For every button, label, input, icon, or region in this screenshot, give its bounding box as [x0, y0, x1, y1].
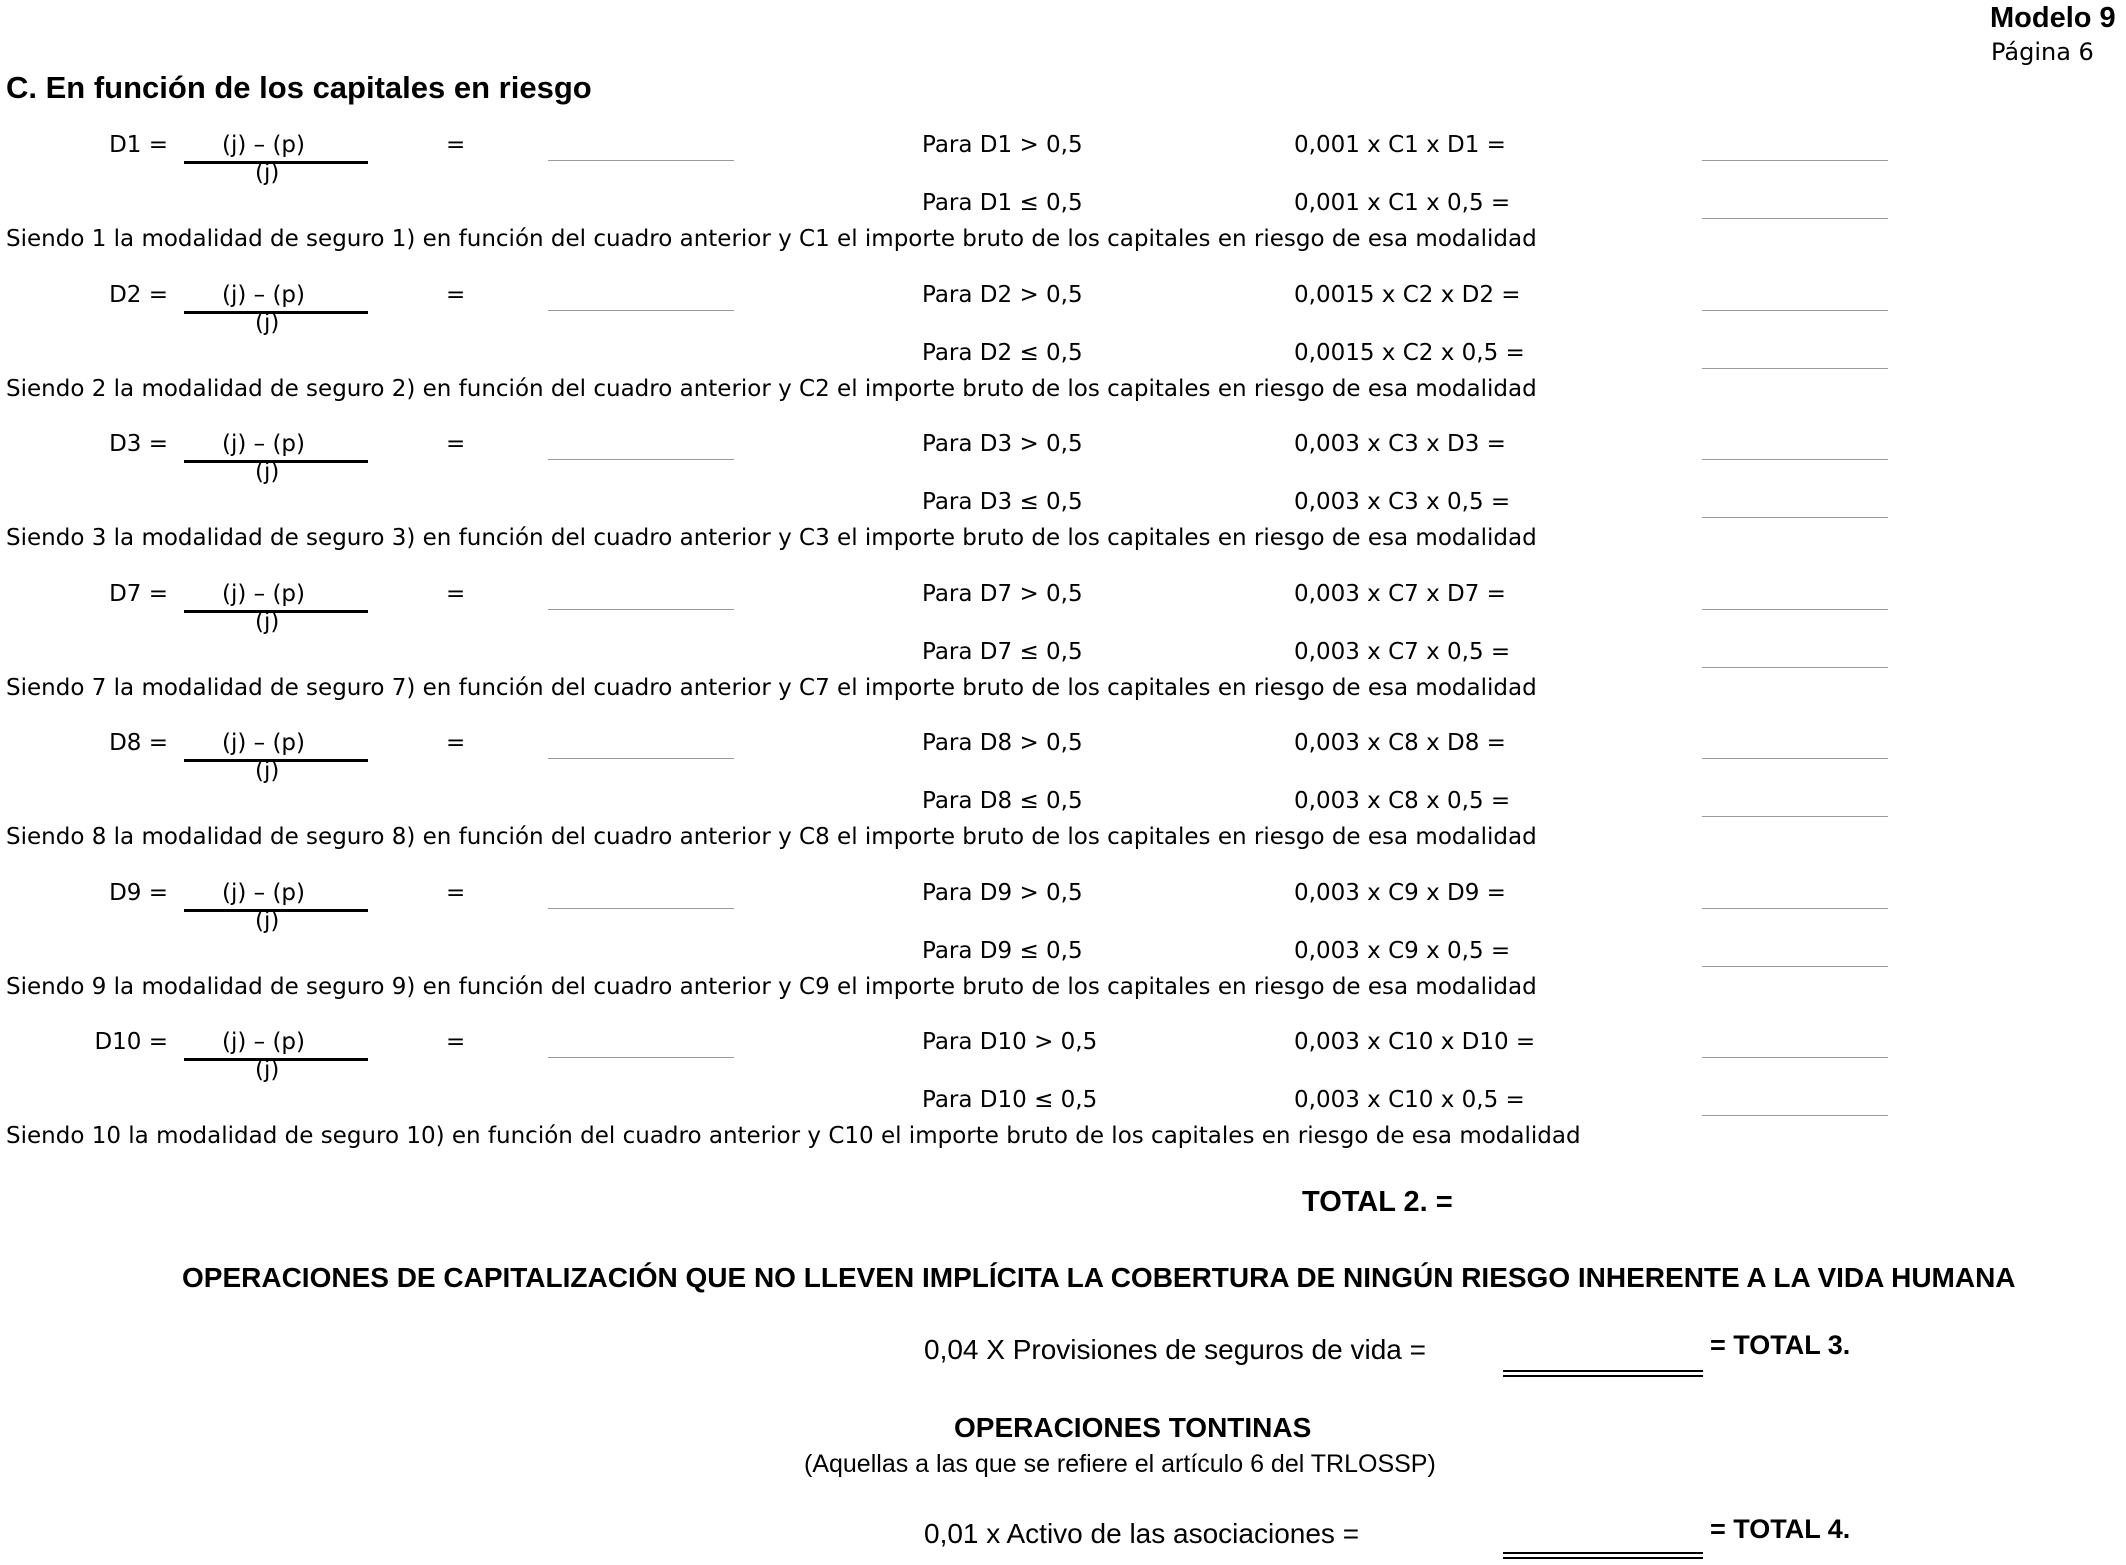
result-greater-field[interactable]: [1702, 1057, 1888, 1058]
result-less-equal-field[interactable]: [1702, 218, 1888, 219]
result-greater-field[interactable]: [1702, 758, 1888, 759]
equals-sign: =: [446, 730, 466, 756]
assets-formula: 0,01 x Activo de las asociaciones =: [924, 1518, 1360, 1549]
formula-greater: 0,003 x C10 x D10 =: [1294, 1029, 1536, 1055]
model-title: Modelo 9: [1990, 2, 2116, 34]
total-4-label: = TOTAL 4.: [1710, 1514, 1851, 1544]
section-title: C. En función de los capitales en riesgo: [6, 70, 592, 105]
block-note: Siendo 10 la modalidad de seguro 10) en función del cuadro anterior y C10 el importe bruto de los capitales en riesgo de esa modalidad: [6, 1123, 1581, 1149]
ratio-blank-field[interactable]: [548, 160, 734, 161]
result-greater-field[interactable]: [1702, 609, 1888, 610]
ratio-blank-field[interactable]: [548, 459, 734, 460]
ratio-blank-field[interactable]: [548, 1057, 734, 1058]
result-greater-field[interactable]: [1702, 310, 1888, 311]
block-note: Siendo 3 la modalidad de seguro 3) en función del cuadro anterior y C3 el importe bruto de los capitales en riesgo de esa modalidad: [6, 525, 1537, 551]
condition-greater: Para D10 > 0,5: [922, 1029, 1098, 1055]
formula-less-equal: 0,001 x C1 x 0,5 =: [1294, 190, 1511, 216]
fraction-numerator: (j) – (p): [222, 580, 306, 607]
fraction-denominator: (j): [255, 608, 280, 635]
fraction-numerator: (j) – (p): [222, 281, 306, 308]
fraction-denominator: (j): [255, 758, 280, 784]
block-note: Siendo 2 la modalidad de seguro 2) en función del cuadro anterior y C2 el importe bruto de los capitales en riesgo de esa modalidad: [6, 375, 1537, 402]
result-greater-field[interactable]: [1702, 160, 1888, 161]
formula-greater: 0,0015 x C2 x D2 =: [1294, 281, 1521, 308]
equals-sign: =: [446, 1029, 466, 1055]
result-less-equal-field[interactable]: [1702, 966, 1888, 967]
d-label: D8 =: [109, 730, 168, 756]
equals-sign: =: [446, 879, 466, 906]
d-label: D9 =: [109, 879, 168, 906]
d-label: D2 =: [109, 281, 168, 308]
ratio-blank-field[interactable]: [548, 609, 734, 610]
risk-block: [0, 282, 2126, 432]
fraction-numerator: (j) – (p): [222, 132, 306, 158]
capitalization-heading: OPERACIONES DE CAPITALIZACIÓN QUE NO LLEVEN IMPLÍCITA LA COBERTURA DE NINGÚN RIESGO INHERENTE A LA VIDA HUMANA: [182, 1262, 2016, 1293]
risk-block: [0, 1029, 2126, 1179]
formula-less-equal: 0,003 x C3 x 0,5 =: [1294, 489, 1511, 515]
d-label: D7 =: [109, 580, 168, 607]
condition-less-equal: Para D3 ≤ 0,5: [922, 489, 1083, 515]
fraction-numerator: (j) – (p): [222, 730, 306, 756]
formula-greater: 0,003 x C9 x D9 =: [1294, 879, 1506, 906]
d-label: D1 =: [109, 132, 168, 158]
total-2-label: TOTAL 2. =: [1302, 1186, 1453, 1218]
total-3-field[interactable]: [1503, 1370, 1703, 1377]
risk-block: [0, 880, 2126, 1030]
provisions-formula: 0,04 X Provisiones de seguros de vida =: [924, 1334, 1426, 1365]
risk-block: [0, 431, 2126, 581]
formula-less-equal: 0,003 x C8 x 0,5 =: [1294, 788, 1511, 814]
block-note: Siendo 9 la modalidad de seguro 9) en función del cuadro anterior y C9 el importe bruto de los capitales en riesgo de esa modalidad: [6, 973, 1537, 1000]
result-less-equal-field[interactable]: [1702, 667, 1888, 668]
formula-less-equal: 0,003 x C9 x 0,5 =: [1294, 937, 1511, 964]
result-less-equal-field[interactable]: [1702, 517, 1888, 518]
condition-greater: Para D2 > 0,5: [922, 281, 1083, 308]
fraction-denominator: (j): [255, 907, 280, 934]
fraction-denominator: (j): [255, 309, 280, 336]
d-label: D10 =: [94, 1029, 168, 1055]
formula-less-equal: 0,003 x C7 x 0,5 =: [1294, 638, 1511, 665]
condition-greater: Para D7 > 0,5: [922, 580, 1083, 607]
formula-greater: 0,003 x C7 x D7 =: [1294, 580, 1506, 607]
ratio-blank-field[interactable]: [548, 310, 734, 311]
equals-sign: =: [446, 281, 466, 308]
condition-greater: Para D8 > 0,5: [922, 730, 1083, 756]
result-less-equal-field[interactable]: [1702, 368, 1888, 369]
page-number: Página 6: [1991, 38, 2094, 66]
condition-less-equal: Para D7 ≤ 0,5: [922, 638, 1083, 665]
risk-block: [0, 132, 2126, 282]
block-note: Siendo 7 la modalidad de seguro 7) en función del cuadro anterior y C7 el importe bruto de los capitales en riesgo de esa modalidad: [6, 674, 1537, 701]
result-greater-field[interactable]: [1702, 459, 1888, 460]
condition-less-equal: Para D10 ≤ 0,5: [922, 1087, 1098, 1113]
equals-sign: =: [446, 580, 466, 607]
result-less-equal-field[interactable]: [1702, 816, 1888, 817]
ratio-blank-field[interactable]: [548, 758, 734, 759]
block-note: Siendo 1 la modalidad de seguro 1) en función del cuadro anterior y C1 el importe bruto de los capitales en riesgo de esa modalidad: [6, 226, 1537, 252]
total-3-label: = TOTAL 3.: [1710, 1330, 1851, 1360]
risk-block: [0, 730, 2126, 880]
tontinas-subheading: (Aquellas a las que se refiere el artículo 6 del TRLOSSP): [804, 1450, 1436, 1478]
condition-less-equal: Para D9 ≤ 0,5: [922, 937, 1083, 964]
result-less-equal-field[interactable]: [1702, 1115, 1888, 1116]
equals-sign: =: [446, 132, 466, 158]
total-4-field[interactable]: [1503, 1552, 1703, 1559]
block-note: Siendo 8 la modalidad de seguro 8) en función del cuadro anterior y C8 el importe bruto de los capitales en riesgo de esa modalidad: [6, 824, 1537, 850]
fraction-numerator: (j) – (p): [222, 879, 306, 906]
tontinas-heading: OPERACIONES TONTINAS: [954, 1412, 1312, 1443]
fraction-numerator: (j) – (p): [222, 431, 306, 457]
fraction-numerator: (j) – (p): [222, 1029, 306, 1055]
condition-greater: Para D1 > 0,5: [922, 132, 1083, 158]
risk-block: [0, 581, 2126, 731]
fraction-denominator: (j): [255, 160, 280, 186]
result-greater-field[interactable]: [1702, 908, 1888, 909]
fraction-denominator: (j): [255, 459, 280, 485]
condition-greater: Para D3 > 0,5: [922, 431, 1083, 457]
condition-less-equal: Para D1 ≤ 0,5: [922, 190, 1083, 216]
d-label: D3 =: [109, 431, 168, 457]
condition-greater: Para D9 > 0,5: [922, 879, 1083, 906]
condition-less-equal: Para D8 ≤ 0,5: [922, 788, 1083, 814]
formula-less-equal: 0,003 x C10 x 0,5 =: [1294, 1087, 1525, 1113]
formula-greater: 0,001 x C1 x D1 =: [1294, 132, 1506, 158]
formula-less-equal: 0,0015 x C2 x 0,5 =: [1294, 339, 1525, 366]
condition-less-equal: Para D2 ≤ 0,5: [922, 339, 1083, 366]
equals-sign: =: [446, 431, 466, 457]
formula-greater: 0,003 x C8 x D8 =: [1294, 730, 1506, 756]
ratio-blank-field[interactable]: [548, 908, 734, 909]
formula-greater: 0,003 x C3 x D3 =: [1294, 431, 1506, 457]
fraction-denominator: (j): [255, 1057, 280, 1083]
